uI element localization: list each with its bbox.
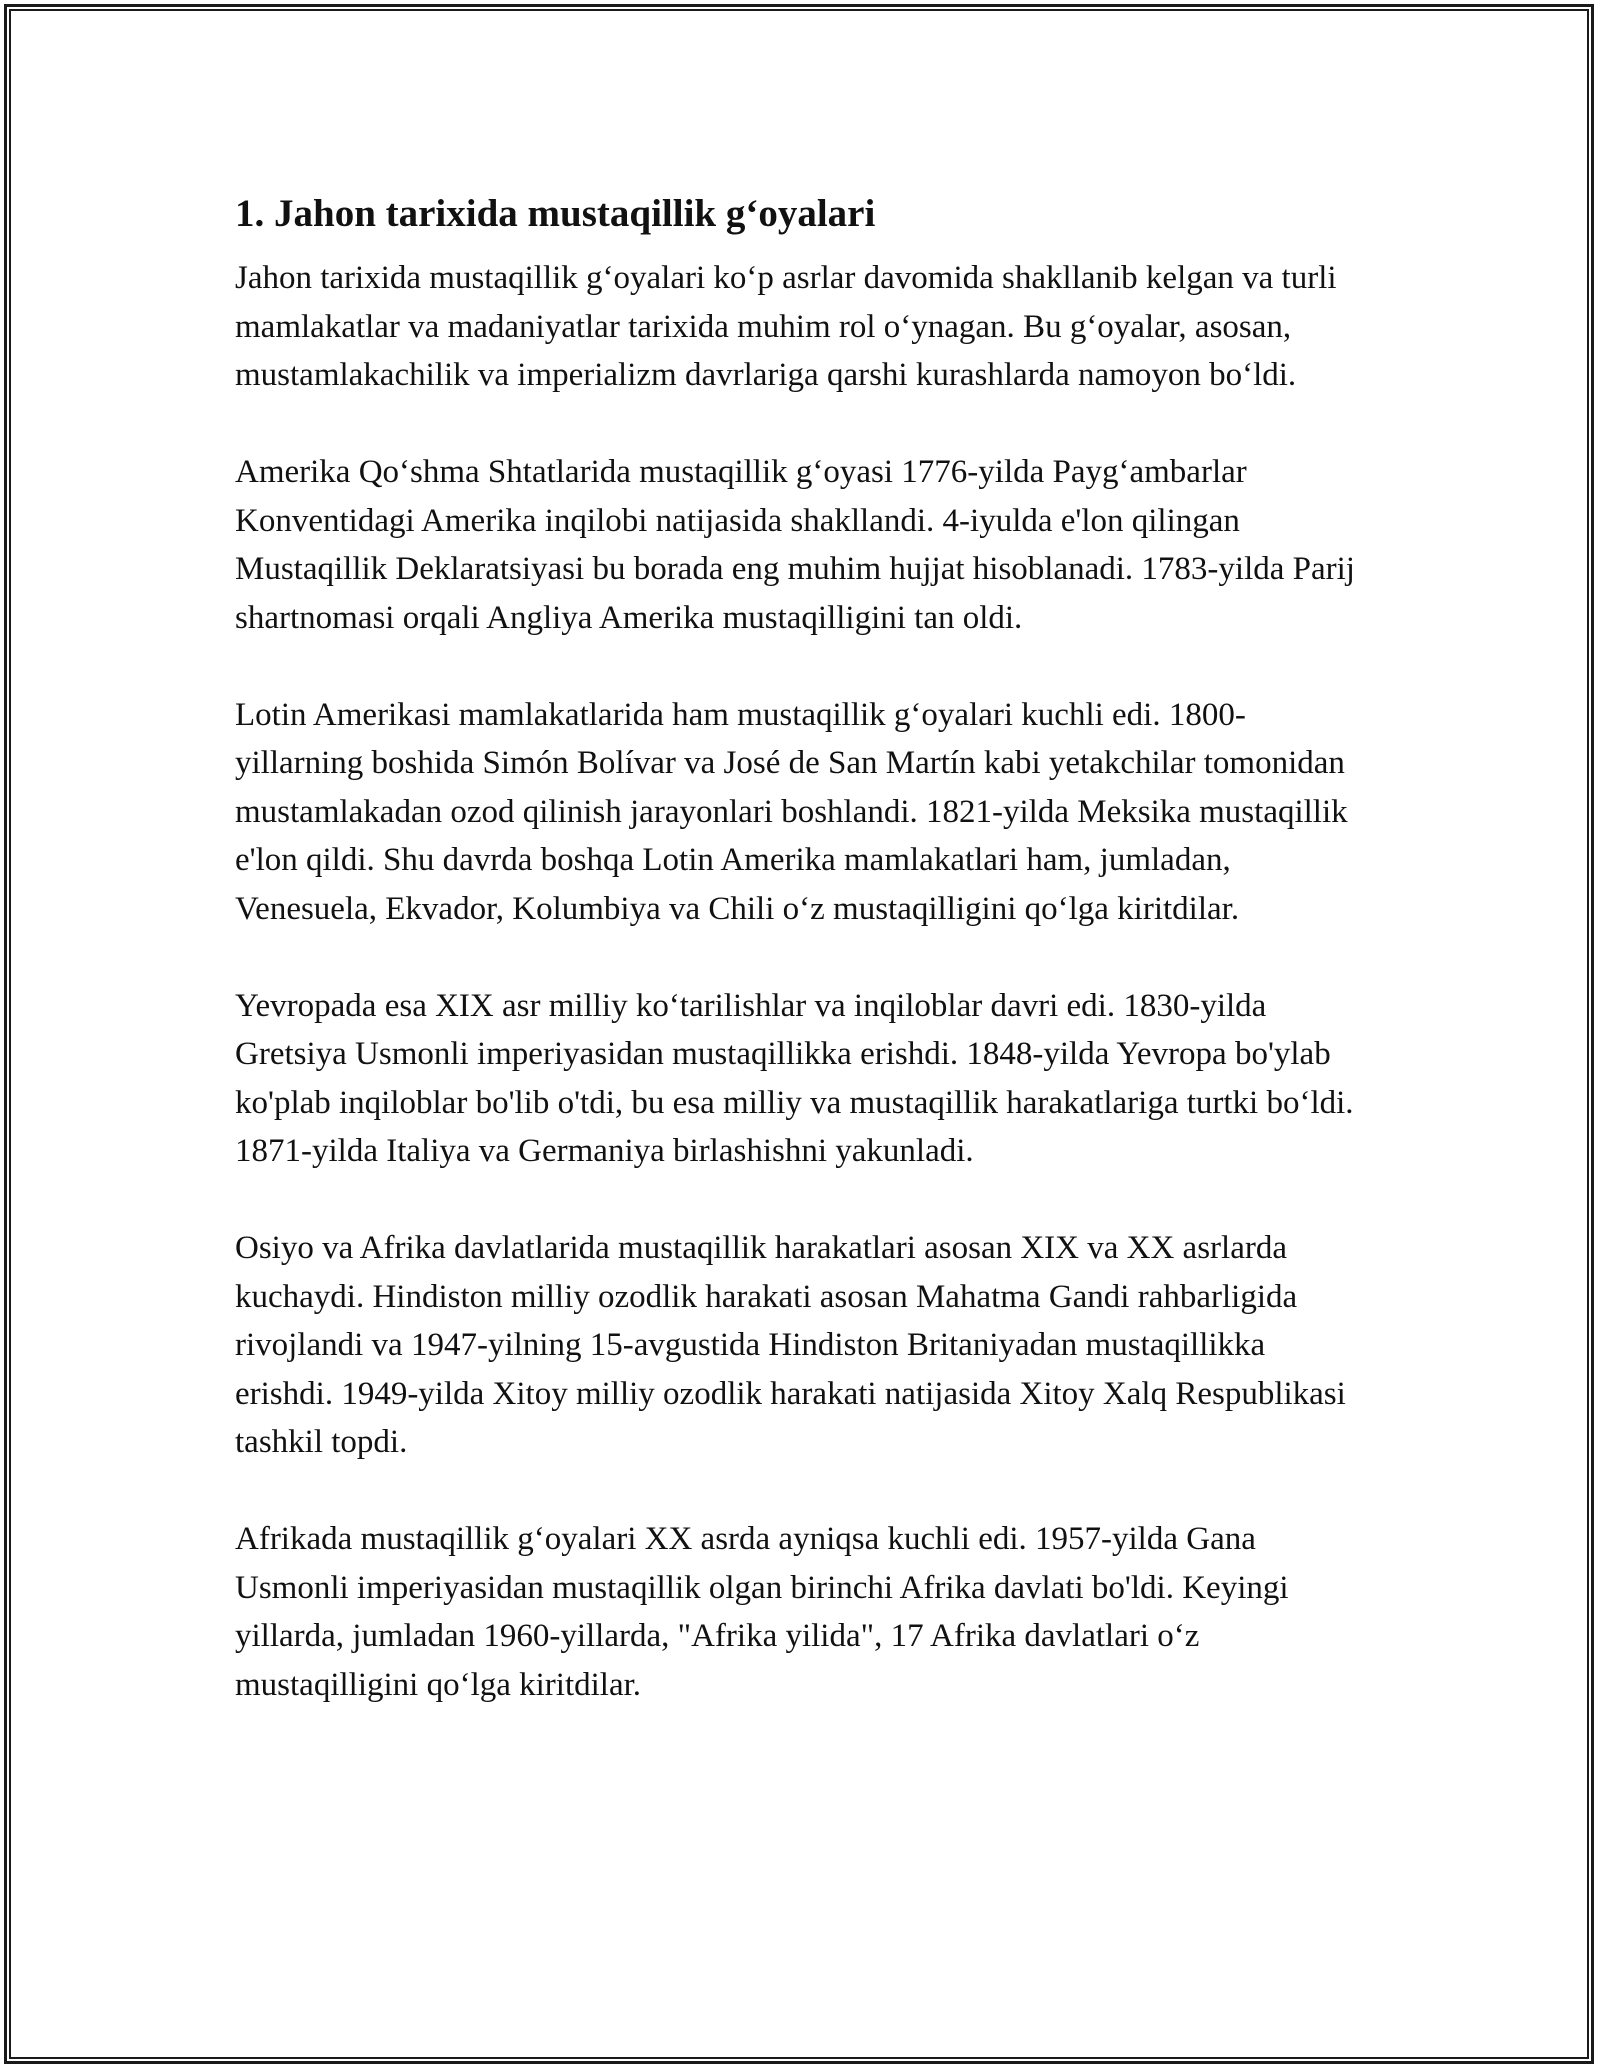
paragraph-africa: Afrikada mustaqillik g‘oyalari XX asrda ayniqsa kuchli edi. 1957-yilda Gana Usmonli imperiyasidan mustaqillik olgan birinchi Afrika davlati bo'ldi. Keyingi yillarda, jumladan 1960-yillarda, "Afrika yilida", 17 Afrika davlatlari o‘z mustaqilligini qo‘lga kiritdilar. [235, 1521, 1289, 1703]
paragraph-intro: Jahon tarixida mustaqillik g‘oyalari ko‘p asrlar davomida shakllanib kelgan va turli mamlakatlar va madaniyatlar tarixida muhim rol o‘ynagan. Bu g‘oyalar, asosan, mustamlakachilik va imperializm davrlariga qarshi kurashlarda namoyon bo‘ldi. [235, 260, 1337, 393]
document-body [235, 186, 1365, 1758]
paragraph-usa: Amerika Qo‘shma Shtatlarida mustaqillik g‘oyasi 1776-yilda Payg‘ambarlar Konventidagi Amerika inqilobi natijasida shakllandi. 4-iyulda e'lon qilingan Mustaqillik Deklaratsiyasi bu borada eng muhim hujjat hisoblanadi. 1783-yilda Parij shartnomasi orqali Angliya Amerika mustaqilligini tan oldi. [235, 454, 1355, 636]
section-heading: 1. Jahon tarixida mustaqillik g‘oyalari [235, 192, 876, 235]
paragraph-europe: Yevropada esa XIX asr milliy ko‘tarilishlar va inqiloblar davri edi. 1830-yilda Gretsiya Usmonli imperiyasidan mustaqillikka erishdi. 1848-yilda Yevropa bo'ylab ko'plab inqiloblar bo'lib o'tdi, bu esa milliy va mustaqillik harakatlariga turtki bo‘ldi. 1871-yilda Italiya va Germaniya birlashishni yakunladi. [235, 987, 1354, 1169]
paragraph-asia-africa: Osiyo va Afrika davlatlarida mustaqillik harakatlari asosan XIX va XX asrlarda kuchaydi. Hindiston milliy ozodlik harakati asosan Mahatma Gandi rahbarligida rivojlandi va 1947-yilning 15-avgustida Hindiston Britaniyadan mustaqillikka erishdi. 1949-yilda Xitoy milliy ozodlik harakati natijasida Xitoy Xalq Respublikasi tashkil topdi. [235, 1230, 1346, 1460]
paragraph-latin-america: Lotin Amerikasi mamlakatlarida ham mustaqillik g‘oyalari kuchli edi. 1800-yillarning boshida Simón Bolívar va José de San Martín kabi yetakchilar tomonidan mustamlakadan ozod qilinish jarayonlari boshlandi. 1821-yilda Meksika mustaqillik e'lon qildi. Shu davrda boshqa Lotin Amerika mamlakatlari ham, jumladan, Venesuela, Ekvador, Kolumbiya va Chili o‘z mustaqilligini qo‘lga kiritdilar. [235, 696, 1348, 927]
